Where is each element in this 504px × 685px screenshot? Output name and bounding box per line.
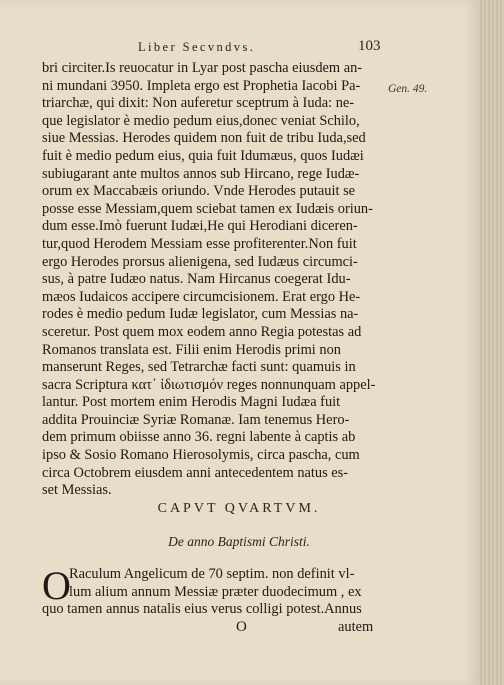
running-head-title: Liber Secvndvs. [138,40,256,54]
catchword: autem [338,618,374,635]
text-line: addita Prouinciæ Syriæ Romanæ. Iam tenemus Hero- [42,411,350,428]
drop-capital: O [42,563,71,608]
text-line: quo tamen annus natalis eius verus colligi potest.Annus [42,601,362,618]
text-line: dum esse.Imò fuerunt Iudæi,He qui Herodiani diceren- [42,218,358,235]
text-line: tur,quod Herodem Messiam esse profiterenter.Non fuit [42,235,357,252]
text-line: Romanos translata est. Filii enim Herodis primi non [42,341,341,358]
chapter-title: CAPVT QVARTVM. [157,501,321,516]
text-line: orum ex Maccabæis oriundo. Vnde Herodes putauit se [42,183,356,200]
text-line: fuit è medio pedum eius, quia fuit Idumæus, quos Iudæi [42,147,364,164]
text-line: lum alium annum Messiæ præter duodecimum , ex [69,583,362,600]
text-line: sacra Scriptura κατ᾽ ἰδιωτισμόν reges nonnunquam appel- [42,376,376,393]
margin-note: Gen. 49. [388,83,428,95]
signature-mark: O [236,618,247,635]
main-text [42,60,386,500]
text-line: mæos Iudaicos accipere circumcisionem. Erat ergo He- [42,288,361,305]
chapter-subtitle: De anno Baptismi Christi. [168,534,310,549]
text-line: set Messias. [42,482,112,499]
text-line: Raculum Angelicum de 70 septim. non definit vl- [69,566,355,582]
text-line: ni mundani 3950. Impleta ergo est Prophetia Iacobi Pa- [42,77,361,94]
text-line: que legislator è medio pedum eius,donec veniat Schilo, [42,112,360,129]
text-line: rodes è medio pedum Iudæ legislator, cum Messias na- [42,306,359,323]
text-line: siue Messias. Herodes quidem non fuit de tribu Iuda,sed [42,130,366,147]
text-line: sceretur. Post quem mox eodem anno Regia potestas ad [42,323,362,340]
text-line: dem primum obiisse anno 36. regni labente à captis ab [42,429,356,446]
page-footer [42,619,392,637]
text-line: posse esse Messiam,quem sciebat tamen ex Iudæis oriun- [42,200,373,217]
page-number: 103 [358,38,381,54]
text-line: triarchæ, qui dixit: Non auferetur sceptrum à Iuda: ne- [42,95,355,112]
text-line: circa Octobrem eiusdem anni antecedentem natus es- [42,464,349,481]
text-line: lantur. Post mortem enim Herodis Magni Iudæa fuit [42,394,341,411]
chapter-text [42,563,392,637]
running-head [0,40,478,60]
text-line: manserunt Reges, sed Tetrarchæ facti sunt: quamuis in [42,359,356,376]
text-line: sus, à patre Iudæo natus. Nam Hircanus coegerat Idu- [42,271,351,288]
text-line: ipso & Sosio Romano Hierosolymis, circa pascha, cum [42,447,360,464]
text-line: ergo Herodes prorsus alienigena, sed Iudæus circumci- [42,253,358,270]
text-line: bri circiter.Is reuocatur in Lyar post pascha eiusdem an- [42,60,363,76]
text-line: subiugarant ante multos annos sub Hircano, rege Iudæ- [42,165,360,182]
page-edges [478,0,504,685]
